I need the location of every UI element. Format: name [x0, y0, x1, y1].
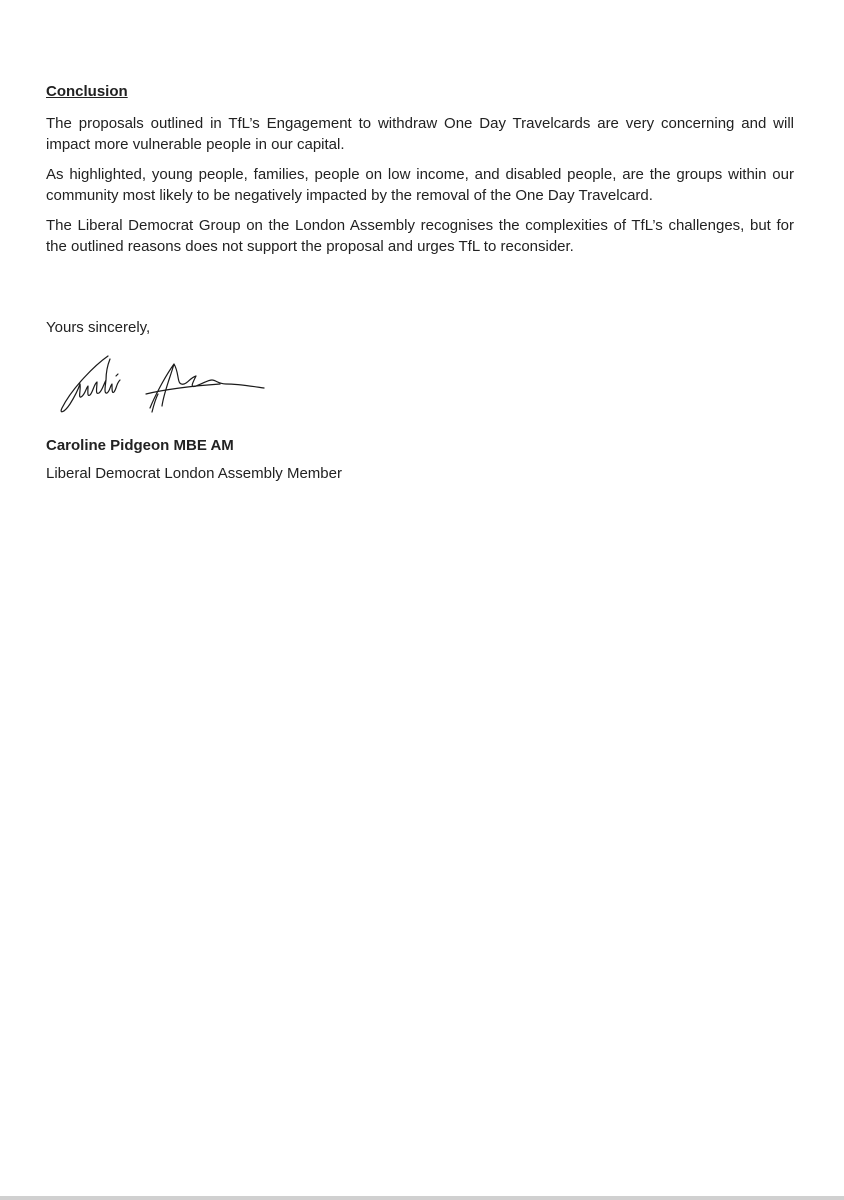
paragraph: The proposals outlined in TfL’s Engagement to withdraw One Day Travelcards are very concerning and will impact more vulnerable people in our capital. [46, 115, 794, 153]
conclusion-section [46, 82, 794, 266]
signatory-title: Liberal Democrat London Assembly Member [46, 465, 342, 482]
signature-icon [50, 350, 270, 420]
paragraph: The Liberal Democrat Group on the London Assembly recognises the complexities of TfL’s challenges, but for the outlined reasons does not support the proposal and urges TfL to reconsider. [46, 217, 794, 255]
signatory-name: Caroline Pidgeon MBE AM [46, 437, 234, 454]
paragraph: As highlighted, young people, families, people on low income, and disabled people, are the groups within our community most likely to be negatively impacted by the removal of the One Day Travelcard. [46, 166, 794, 204]
closing-salutation: Yours sincerely, [46, 319, 151, 336]
page-bottom-border [0, 1196, 844, 1200]
section-heading: Conclusion [46, 83, 128, 100]
